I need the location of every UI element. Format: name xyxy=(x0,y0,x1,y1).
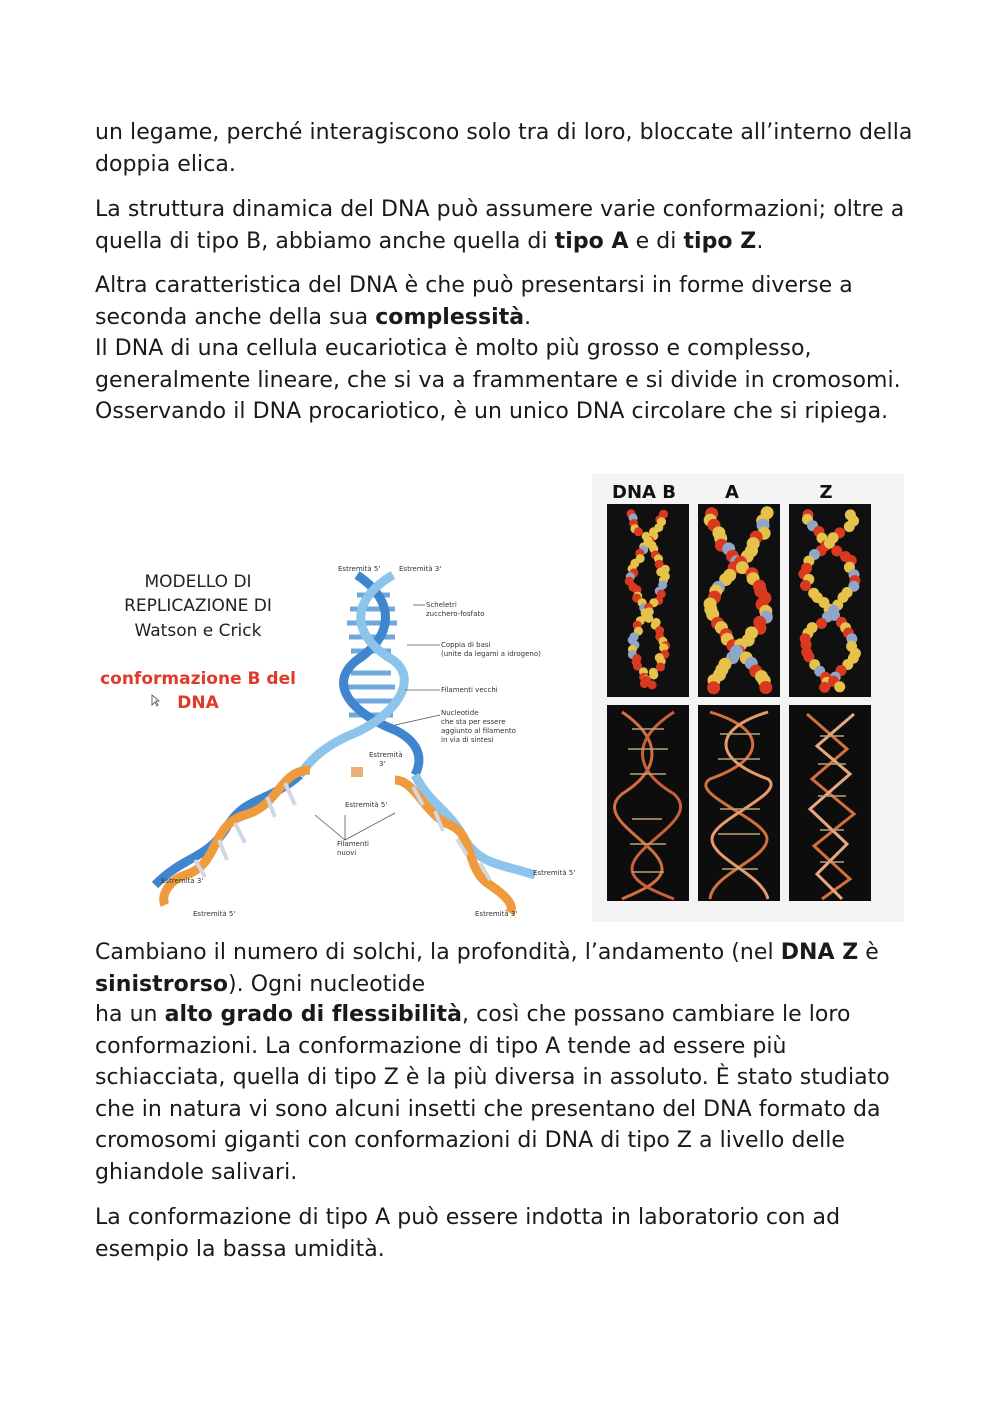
atom-sphere xyxy=(649,671,658,680)
label-top-5: Estremità 5' xyxy=(338,565,381,573)
figure-title-line2: REPLICAZIONE DI xyxy=(124,596,272,616)
atom-sphere xyxy=(834,681,845,692)
label-mid-5: Estremità 5' xyxy=(345,801,388,809)
paragraph-7: La conformazione di tipo A può essere indotta in laboratorio con ad esempio la bassa umidità. xyxy=(95,1205,841,1262)
figure-title-line1: MODELLO DI xyxy=(144,572,252,592)
figure-red-line1: conformazione B del xyxy=(100,669,296,689)
atom-sphere xyxy=(707,681,720,694)
atom-sphere xyxy=(656,663,665,672)
label-coppia-1: Coppia di basi xyxy=(441,641,491,649)
paragraph-4: Il DNA di una cellula eucariotica è molto più grosso e complesso, generalmente lineare, che si va a frammentare e si divide in cromosomi. Osservando il DNA procariotico, è un unico DNA circolare che si ripiega. xyxy=(95,336,901,424)
atom-sphere xyxy=(844,521,855,532)
panel-z-spacefill xyxy=(789,504,871,697)
label-coppia-2: (unite da legami a idrogeno) xyxy=(441,650,541,658)
header-a: A xyxy=(725,482,739,503)
free-nucleotide xyxy=(351,767,363,777)
header-z: Z xyxy=(819,482,833,503)
paragraph-2: La struttura dinamica del DNA può assumere varie conformazioni; oltre a quella di tipo B, abbiamo anche quella di tipo A e di tipo Z. xyxy=(95,197,905,254)
atom-sphere xyxy=(634,527,643,536)
label-right-3: Estremità 3' xyxy=(475,910,518,918)
base-pairs-left xyxy=(195,783,295,877)
atom-sphere xyxy=(640,679,649,688)
cursor-icon xyxy=(152,695,159,706)
label-nuovi-2: nuovi xyxy=(337,849,357,857)
label-scheletri-1: Scheletri xyxy=(426,601,457,609)
label-nucleotide-3: aggiunto al filamento xyxy=(441,727,516,735)
paragraph-1: un legame, perché interagiscono solo tra di loro, bloccate all’interno della doppia elica. xyxy=(95,120,913,177)
atom-sphere xyxy=(759,681,772,694)
label-mid-3-b: 3' xyxy=(379,760,386,768)
replication-model-figure xyxy=(95,555,580,923)
figure-red-line2: DNA xyxy=(177,693,219,713)
label-mid-3-a: Estremità xyxy=(369,751,403,759)
conformations-diagram xyxy=(592,474,904,922)
replication-diagram xyxy=(95,555,580,923)
label-left-5: Estremità 5' xyxy=(193,910,236,918)
label-nucleotide-2: che sta per essere xyxy=(441,718,506,726)
dna-conformations-figure xyxy=(592,474,904,922)
label-top-3: Estremità 3' xyxy=(399,565,442,573)
label-nucleotide-4: in via di sintesi xyxy=(441,736,494,744)
label-scheletri-2: zucchero-fosfato xyxy=(426,610,485,618)
label-filamenti-vecchi: Filamenti vecchi xyxy=(441,686,498,694)
label-left-3: Estremità 3' xyxy=(161,877,204,885)
header-dna-b: DNA B xyxy=(612,482,676,503)
paragraph-3: Altra caratteristica del DNA è che può presentarsi in forme diverse a seconda anche della sua complessità. xyxy=(95,273,853,330)
paragraph-5: Cambiano il numero di solchi, la profondità, l’andamento (nel DNA Z è sinistrorso). Ogni nucleotide xyxy=(95,940,879,997)
atom-sphere xyxy=(819,682,830,693)
label-right-5: Estremità 5' xyxy=(533,869,576,877)
figure-title-line3: Watson e Crick xyxy=(134,621,262,641)
label-nucleotide-1: Nucleotide xyxy=(441,709,479,717)
atom-sphere xyxy=(648,680,657,689)
paragraph-6: ha un alto grado di flessibilità, così che possano cambiare le loro conformazioni. La conformazione di tipo A tende ad essere più schiacciata, quella di tipo Z è la più diversa in assoluto. È stato studiato che in natura vi sono alcuni insetti che presentano del DNA formato da cromosomi giganti con conformazioni di DNA di tipo Z a livello delle ghiandole salivari. xyxy=(95,1002,890,1185)
right-new-strand xyxy=(395,780,511,913)
atom-sphere xyxy=(800,580,811,591)
label-nuovi-1: Filamenti xyxy=(337,840,369,848)
